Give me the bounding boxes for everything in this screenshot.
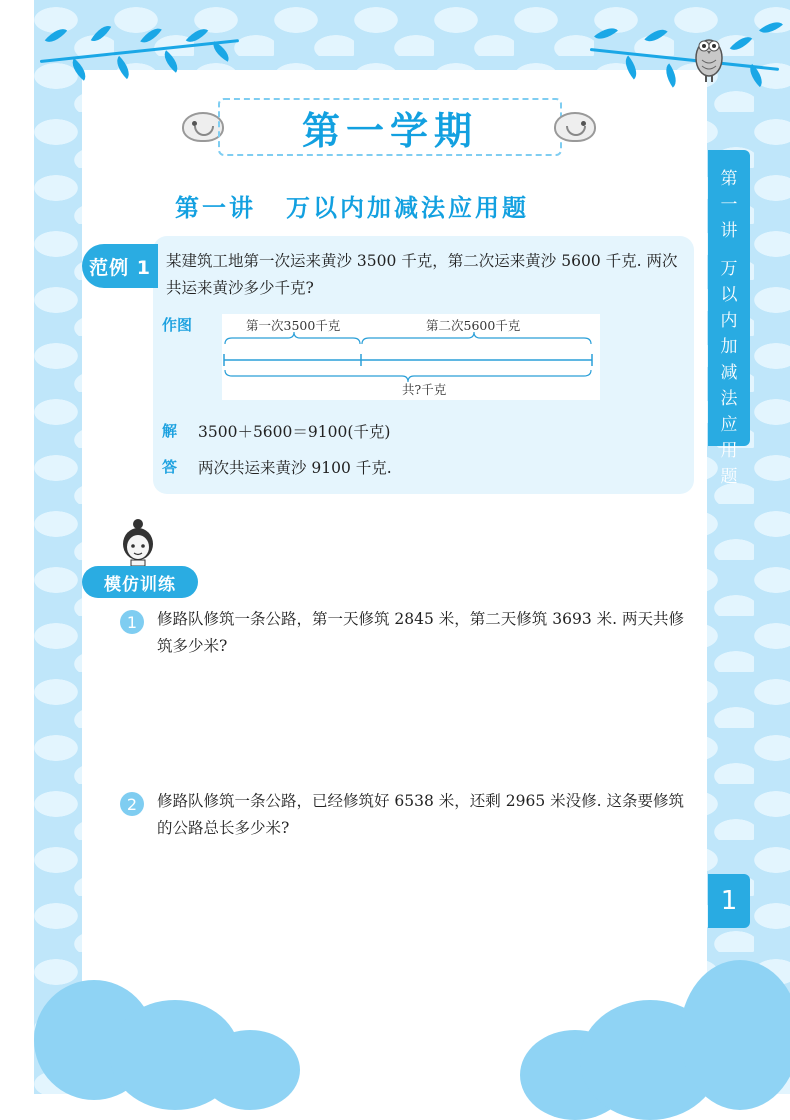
lecture-number: 第一讲 — [175, 194, 256, 222]
side-tab-char: 一 — [720, 195, 738, 215]
question-2-text: 修路队修筑一条公路，已经修筑好 6538 米，还剩 2965 米没修. 这条要修筑的公路总长多少米? — [157, 792, 684, 837]
cloud-decoration — [680, 960, 790, 1110]
total-label: 共?千克 — [402, 382, 447, 397]
line-segment-diagram — [222, 314, 600, 400]
diagram-label: 作图 — [162, 316, 193, 334]
girl-avatar-icon — [118, 518, 158, 566]
lecture-name: 万以内加减法应用题 — [286, 194, 529, 222]
side-tab-char: 用 — [720, 441, 738, 461]
side-tab-char: 法 — [720, 389, 738, 409]
side-tab-char: 加 — [720, 337, 738, 357]
side-tab-char: 题 — [720, 467, 738, 487]
side-tab-char: 以 — [720, 285, 738, 305]
owl-icon — [694, 30, 724, 82]
question-number-badge: 2 — [120, 792, 144, 816]
bird-icon — [554, 112, 596, 142]
segment-2-label: 第二次5600千克 — [426, 318, 521, 333]
semester-title: 第一学期 — [301, 108, 478, 153]
answer-text: 两次共运来黄沙 9100 千克. — [198, 459, 392, 477]
segment-1-label: 第一次3500千克 — [246, 318, 341, 333]
side-tab-char: 应 — [720, 415, 738, 435]
example-problem: 某建筑工地第一次运来黄沙 3500 千克，第二次运来黄沙 5600 千克. 两次共运来黄沙多少千克? — [166, 252, 678, 297]
solution-text: 3500＋5600＝9100(千克) — [198, 423, 391, 441]
question-1-text: 修路队修筑一条公路，第一天修筑 2845 米，第二天修筑 3693 米. 两天共修筑多少米? — [157, 610, 684, 655]
semester-title-box — [218, 98, 562, 156]
lecture-title — [175, 188, 605, 223]
side-tab-char: 讲 — [720, 221, 738, 241]
side-tab-char: 第 — [720, 169, 738, 189]
question-number-badge: 1 — [120, 610, 144, 634]
side-tab-char: 减 — [720, 363, 738, 383]
side-chapter-tab — [708, 150, 750, 487]
solution-label: 解 — [162, 422, 178, 440]
cloud-decoration — [200, 1030, 300, 1110]
practice-label: 模仿训练 — [82, 566, 198, 598]
side-tab-char: 万 — [720, 259, 738, 279]
page-number: 1 — [708, 874, 750, 928]
side-tab-char: 内 — [720, 311, 738, 331]
answer-label: 答 — [162, 458, 178, 476]
example-label: 范例 1 — [82, 244, 158, 288]
